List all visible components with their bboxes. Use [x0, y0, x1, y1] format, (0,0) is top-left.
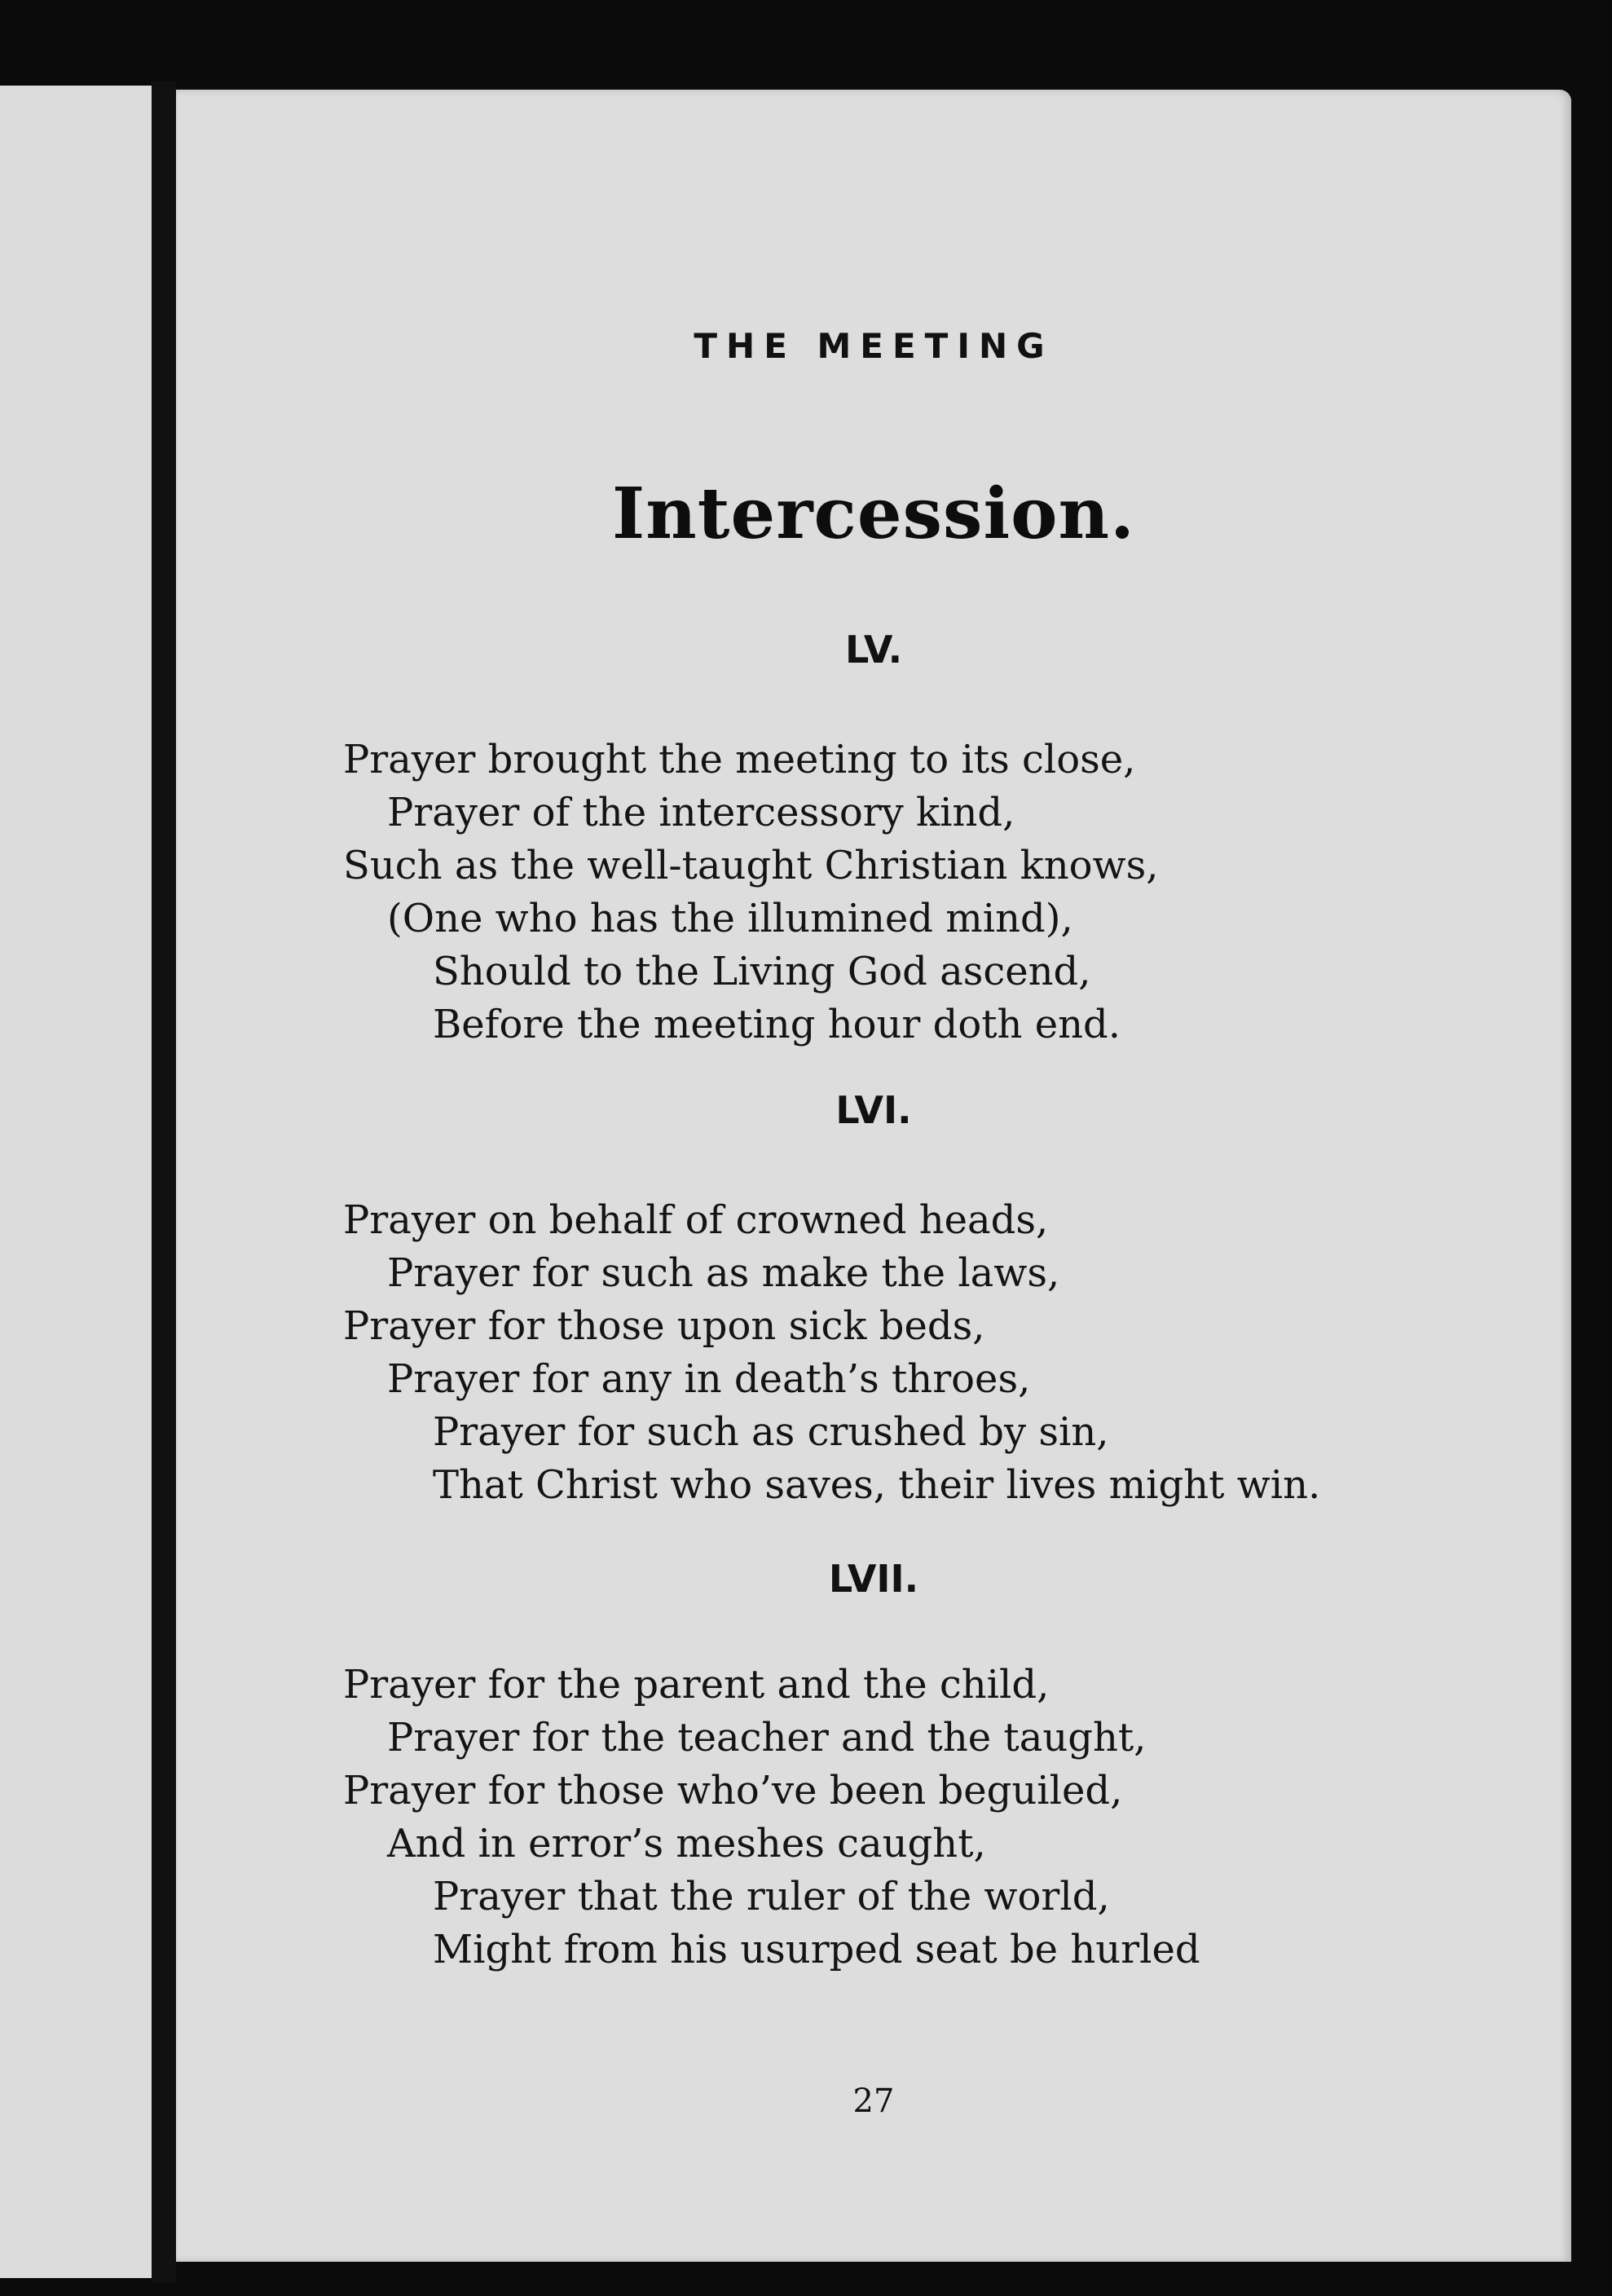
book-page — [176, 90, 1571, 2262]
verse-line: Should to the Living God ascend, — [433, 949, 1091, 994]
stanza — [343, 734, 1159, 1051]
verse-line: Prayer of the intercessory kind, — [387, 790, 1015, 835]
stanza-number: LV. — [844, 628, 903, 672]
facing-page-edge — [0, 86, 152, 2278]
verse-line: Prayer for such as crushed by sin, — [433, 1409, 1109, 1455]
stanza — [343, 1659, 1200, 1976]
verse-line: Prayer for the parent and the child, — [343, 1662, 1050, 1708]
verse-line: Prayer for any in death’s throes, — [387, 1356, 1031, 1402]
verse-line: Before the meeting hour doth end. — [433, 1002, 1121, 1047]
running-head: THE MEETING — [694, 326, 1054, 366]
verse-line: Such as the well-taught Christian knows, — [343, 843, 1159, 888]
stanza-number: LVII. — [828, 1557, 919, 1601]
verse-line: Prayer brought the meeting to its close, — [343, 737, 1136, 782]
stanza — [343, 1194, 1320, 1512]
verse-line: Might from his usurped seat be hurled — [433, 1927, 1200, 1972]
verse-line: Prayer that the ruler of the world, — [433, 1874, 1110, 1919]
verse-line: Prayer for those upon sick beds, — [343, 1303, 985, 1349]
verse-line: That Christ who saves, their lives might win. — [433, 1462, 1321, 1508]
page-number: 27 — [852, 2082, 895, 2120]
verse-line: Prayer for the teacher and the taught, — [387, 1715, 1147, 1761]
verse-line: Prayer for such as make the laws, — [387, 1250, 1060, 1296]
stanza-number: LVI. — [835, 1088, 912, 1132]
verse-line: (One who has the illumined mind), — [387, 896, 1073, 941]
verse-line: Prayer on behalf of crowned heads, — [343, 1197, 1049, 1243]
verse-line: And in error’s meshes caught, — [387, 1821, 986, 1866]
section-title: Intercession. — [612, 473, 1135, 555]
book-spine — [152, 82, 176, 2282]
verse-line: Prayer for those who’ve been beguiled, — [343, 1768, 1123, 1813]
